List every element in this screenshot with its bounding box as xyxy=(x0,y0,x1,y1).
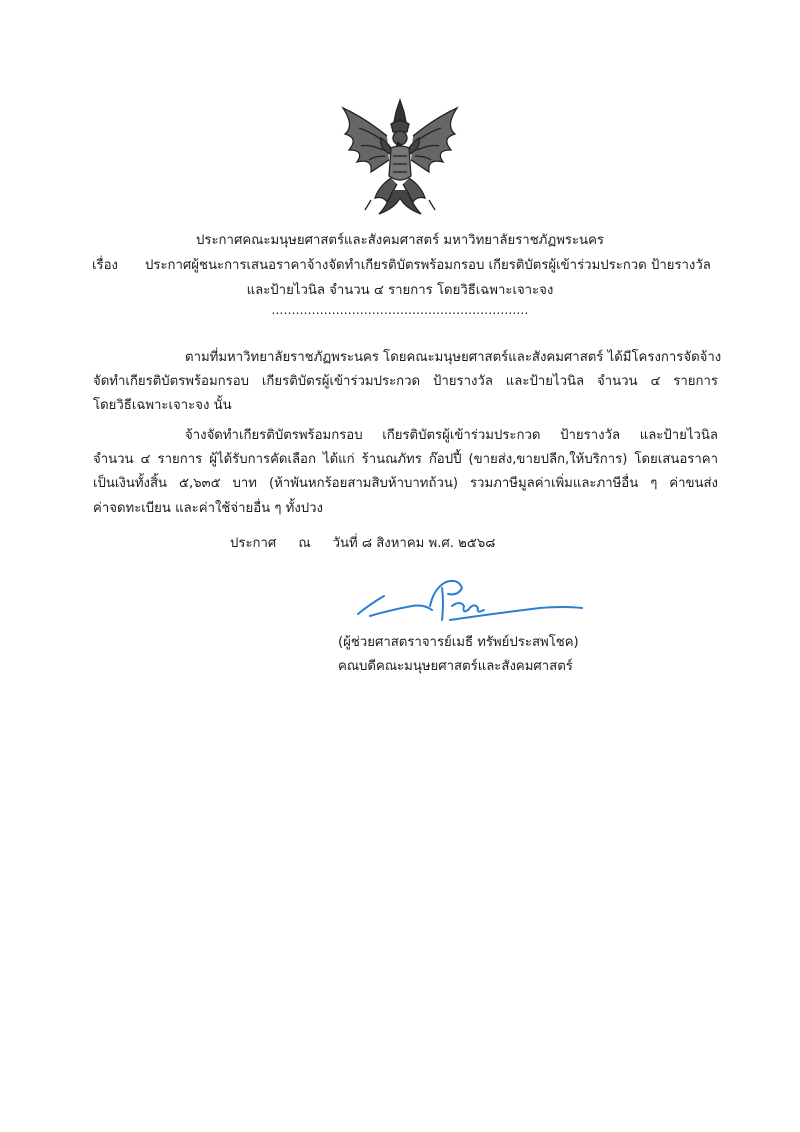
paragraph-2-line-1: จ้างจัดทำเกียรติบัตรพร้อมกรอบ เกียรติบัตรผู้เข้าร่วมประกวด ป้ายรางวัล และป้ายไวนิล xyxy=(185,428,718,443)
subject-line-1 xyxy=(92,258,711,274)
announcement-date: วันที่ ๘ สิงหาคม พ.ศ. ๒๕๖๘ xyxy=(332,536,496,551)
subject-text-1: ประกาศผู้ชนะการเสนอราคาจ้างจัดทำเกียรติบัตรพร้อมกรอบ เกียรติบัตรผู้เข้าร่วมประกวด ป้ายรางวัล xyxy=(145,258,711,273)
garuda-emblem-icon xyxy=(335,98,465,216)
paragraph-2-line-2: จำนวน ๔ รายการ ผู้ได้รับการคัดเลือก ได้แก่ ร้านณภัทร ก๊อปปี้ (ขายส่ง,ขายปลีก,ให้บริการ) โดยเสนอราคา xyxy=(93,452,718,468)
subject-label: เรื่อง xyxy=(92,258,118,273)
announce-word: ประกาศ xyxy=(230,536,277,551)
paragraph-2-line-4: ค่าจดทะเบียน และค่าใช้จ่ายอื่น ๆ ทั้งปวง xyxy=(93,500,323,516)
signatory-name: (ผู้ช่วยศาสตราจารย์เมธี ทรัพย์ประสพโชค) xyxy=(338,635,579,650)
document-title: ประกาศคณะมนุษยศาสตร์และสังคมศาสตร์ มหาวิทยาลัยราชภัฏพระนคร xyxy=(196,233,604,248)
paragraph-1-line-1: ตามที่มหาวิทยาลัยราชภัฏพระนคร โดยคณะมนุษยศาสตร์และสังคมศาสตร์ ได้มีโครงการจัดจ้าง xyxy=(185,350,722,365)
paragraph-2 xyxy=(93,424,718,521)
separator-dots: ................................................................ xyxy=(271,303,529,317)
at-word: ณ xyxy=(298,536,311,551)
signatory-position: คณบดีคณะมนุษยศาสตร์และสังคมศาสตร์ xyxy=(338,659,573,674)
paragraph-1-line-3: โดยวิธีเฉพาะเจาะจง นั้น xyxy=(93,398,232,414)
paragraph-1-line-2: จัดทำเกียรติบัตรพร้อมกรอบ เกียรติบัตรผู้เข้าร่วมประกวด ป้ายรางวัล และป้ายไวนิล จำนวน ๔ รายการ xyxy=(93,374,718,390)
subject-line-2: และป้ายไวนิล จำนวน ๔ รายการ โดยวิธีเฉพาะเจาะจง xyxy=(246,283,554,298)
handwritten-signature xyxy=(350,566,590,636)
paragraph-2-line-3: เป็นเงินทั้งสิ้น ๕,๖๓๕ บาท (ห้าพันหกร้อยสามสิบห้าบาทถ้วน) รวมภาษีมูลค่าเพิ่มและภาษีอื่น ๆ ค่าขนส่ง xyxy=(93,476,718,492)
paragraph-1 xyxy=(93,346,722,419)
announcement-dateline xyxy=(230,536,495,552)
